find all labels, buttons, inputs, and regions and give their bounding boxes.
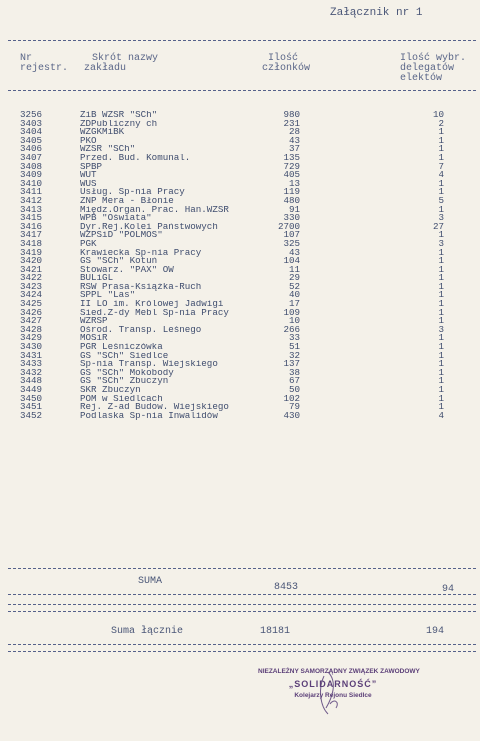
member-count: 79: [288, 401, 300, 413]
enterprise-name: Usług. Sp-nia Pracy: [80, 188, 185, 197]
register-number: 3428: [20, 323, 43, 335]
member-count: 37: [288, 143, 300, 155]
col-header-members: Ilość członków: [262, 53, 311, 74]
enterprise-name: Sied.Z-dy Mebl Sp-nia Pracy: [80, 308, 229, 318]
delegate-count: 27: [432, 220, 444, 232]
table-row: [0, 160, 480, 172]
enterprise-name: Rej. Z-ad Budow. Wiejskiego: [80, 403, 229, 412]
table-row: [0, 134, 480, 146]
delegate-count: 1: [438, 263, 444, 275]
enterprise-name: WZPSiD "POLMOS": [80, 231, 163, 240]
total-label: Suma łącznie: [111, 626, 184, 637]
delegate-count: 1: [438, 246, 444, 258]
member-count: 17: [288, 298, 300, 310]
enterprise-name: PGK: [80, 239, 97, 249]
member-count: 43: [288, 246, 300, 258]
member-count: 729: [283, 160, 300, 172]
enterprise-name: Dyr.Rej.Kolei Państwowych: [80, 222, 218, 232]
member-count: 231: [283, 117, 300, 129]
delegate-count: 2: [438, 117, 444, 129]
register-number: 3405: [20, 134, 43, 146]
enterprise-name: BULiGL: [80, 274, 114, 283]
register-number: 3407: [20, 151, 43, 163]
table-row: [0, 203, 480, 215]
delegate-count: 3: [438, 212, 444, 224]
delegate-count: 1: [438, 384, 444, 395]
member-count: 119: [283, 186, 300, 198]
delegate-count: 1: [438, 315, 444, 327]
sum-members: 8453: [273, 582, 298, 593]
member-count: 29: [288, 272, 300, 284]
delegate-count: 1: [438, 332, 444, 344]
table-row: [0, 220, 480, 232]
col-header-delegates: Ilość wybr. delegatów elektów: [400, 53, 467, 84]
enterprise-name: SPBP: [80, 162, 103, 172]
table-row: [0, 334, 480, 343]
member-count: 32: [288, 349, 300, 361]
register-number: 3412: [20, 194, 43, 206]
register-number: 3421: [20, 263, 43, 275]
member-count: 480: [283, 194, 300, 206]
register-number: 3420: [20, 255, 43, 267]
register-number: 3430: [20, 341, 43, 353]
member-count: 109: [283, 306, 300, 318]
member-count: 43: [288, 134, 300, 146]
member-count: 104: [283, 255, 300, 267]
table-row: [0, 317, 480, 326]
enterprise-name: GS "SCh" Siedlce: [80, 351, 169, 361]
member-count: 102: [283, 392, 300, 404]
member-count: 11: [288, 263, 300, 275]
register-number: 3256: [20, 109, 43, 120]
member-count: 980: [283, 109, 300, 120]
table-row: [0, 231, 480, 240]
enterprise-name: Międz.Organ. Prac. Han.WZSR: [80, 205, 229, 215]
enterprise-name: Przed. Bud. Komunal.: [80, 153, 191, 163]
delegate-count: 1: [438, 375, 444, 387]
table-row: [0, 343, 480, 352]
table-row: [0, 300, 480, 309]
col-header-name: Skrót nazwy zakładu: [84, 53, 159, 74]
table-row: [0, 360, 480, 369]
member-count: 2700: [277, 220, 300, 232]
member-count: 430: [283, 409, 300, 421]
table-row: [0, 111, 480, 120]
enterprise-name: PGR Leśniczówka: [80, 343, 163, 352]
register-number: 3452: [20, 409, 43, 421]
register-number: 3448: [20, 375, 43, 387]
union-stamp: [258, 668, 420, 718]
table-row: [0, 291, 480, 300]
register-number: 3408: [20, 160, 43, 172]
delegate-count: 10: [432, 109, 444, 120]
register-number: 3426: [20, 306, 43, 318]
enterprise-name: WPB "Oświata": [80, 214, 152, 223]
enterprise-name: GS "SCh" Mokobody: [80, 368, 174, 378]
register-number: 3403: [20, 117, 43, 129]
delegate-count: 1: [438, 229, 444, 241]
member-count: 40: [288, 289, 300, 301]
stamp-line-3: Kolejarzy Rejonu Siedlce: [294, 692, 372, 699]
table-row: [0, 386, 480, 395]
register-number: 3422: [20, 272, 43, 284]
register-number: 3411: [20, 186, 43, 198]
register-number: 3413: [20, 203, 43, 215]
enterprise-name: Sp-nia Transp. Wiejskiego: [80, 360, 218, 369]
table-row: [0, 263, 480, 275]
enterprise-name: WZGKMiBK: [80, 128, 125, 137]
delegate-count: 1: [438, 143, 444, 155]
delegate-count: 1: [438, 272, 444, 284]
register-number: 3424: [20, 289, 43, 301]
member-count: 50: [288, 384, 300, 395]
table-row: [0, 145, 480, 154]
enterprise-name: ZDPubliczny ch: [80, 119, 158, 129]
delegate-count: 1: [438, 126, 444, 138]
member-count: 135: [283, 151, 300, 163]
delegate-count: 1: [438, 280, 444, 292]
register-number: 3415: [20, 212, 43, 224]
table-row: [0, 194, 480, 206]
enterprise-name: GS "SCh" Zbuczyn: [80, 377, 169, 386]
table-row: [0, 237, 480, 249]
enterprise-name: WUS: [80, 179, 97, 189]
member-count: 107: [283, 229, 300, 241]
table-row: [0, 403, 480, 412]
delegate-count: 1: [438, 392, 444, 404]
delegate-count: 4: [438, 409, 444, 421]
stamp-line-2: „SOLIDARNOŚĆ”: [288, 679, 378, 689]
member-count: 266: [283, 323, 300, 335]
register-number: 3451: [20, 401, 43, 413]
delegate-count: 1: [438, 186, 444, 198]
member-count: 325: [283, 237, 300, 249]
table-row: [0, 214, 480, 223]
member-count: 10: [288, 315, 300, 327]
member-count: 33: [288, 332, 300, 344]
delegate-count: 3: [438, 237, 444, 249]
register-number: 3429: [20, 332, 43, 344]
register-number: 3425: [20, 298, 43, 310]
table-row: [0, 151, 480, 163]
register-number: 3423: [20, 280, 43, 292]
enterprise-name: II LO im. Królowej Jadwigi: [80, 300, 224, 309]
member-count: 13: [288, 177, 300, 189]
enterprise-name: ZiB WZSR "SCh": [80, 111, 158, 120]
enterprise-name: Ośrod. Transp. Leśnego: [80, 325, 202, 335]
register-number: 3432: [20, 366, 43, 378]
delegate-count: 1: [438, 341, 444, 353]
sum-label: SUMA: [138, 576, 163, 587]
register-number: 3433: [20, 358, 43, 370]
table-row: [0, 117, 480, 129]
delegate-count: 1: [438, 349, 444, 361]
total-members: 18181: [259, 626, 290, 637]
register-number: 3410: [20, 177, 43, 189]
member-count: 330: [283, 212, 300, 224]
enterprise-name: Podlaska Sp-nia Inwalidów: [80, 411, 218, 421]
delegate-count: 1: [438, 134, 444, 146]
enterprise-name: GS "SCh" Kotuń: [80, 257, 158, 266]
member-count: 38: [288, 366, 300, 378]
table-row: [0, 188, 480, 197]
member-count: 51: [288, 341, 300, 353]
table-row: [0, 349, 480, 361]
delegate-count: 7: [438, 160, 444, 172]
register-number: 3427: [20, 315, 43, 327]
member-count: 52: [288, 280, 300, 292]
register-number: 3419: [20, 246, 43, 258]
delegate-count: 1: [438, 151, 444, 163]
delegate-count: 1: [438, 358, 444, 370]
member-count: 67: [288, 375, 300, 387]
register-number: 3406: [20, 143, 43, 155]
header-bottom-rule: [8, 90, 476, 91]
enterprise-name: Stowarz. "PAX" OW: [80, 265, 174, 275]
delegate-count: 1: [438, 255, 444, 267]
table-row: [0, 392, 480, 404]
table-row: [0, 280, 480, 292]
table-row: [0, 323, 480, 335]
col-header-nr: Nr rejestr.: [20, 53, 69, 74]
delegate-count: 1: [438, 298, 444, 310]
total-delegates: 194: [425, 626, 444, 637]
enterprise-name: SPPL "Las": [80, 291, 136, 301]
delegate-count: 5: [438, 194, 444, 206]
member-count: 405: [283, 169, 300, 181]
table-row: [0, 128, 480, 137]
member-count: 137: [283, 358, 300, 370]
stamp-line-1: NIEZALEŻNY SAMORZĄDNY ZWIĄZEK ZAWODOWY: [258, 668, 420, 675]
attachment-label: Załącznik nr 1: [330, 7, 423, 19]
table-row: [0, 257, 480, 266]
register-number: 3404: [20, 126, 43, 138]
table-row: [0, 274, 480, 283]
register-number: 3416: [20, 220, 43, 232]
delegate-count: 3: [438, 323, 444, 335]
register-number: 3450: [20, 392, 43, 404]
table-row: [0, 366, 480, 378]
delegate-count: 1: [438, 177, 444, 189]
table-row: [0, 409, 480, 421]
enterprise-name: Krawiecka Sp-nia Pracy: [80, 248, 202, 258]
delegate-count: 1: [438, 203, 444, 215]
table-row: [0, 177, 480, 189]
delegate-count: 1: [438, 289, 444, 301]
table-row: [0, 246, 480, 258]
enterprise-name: RSW Prasa-Książka-Ruch: [80, 282, 202, 292]
table-row: [0, 306, 480, 318]
enterprise-name: ZNP Mera - Błonie: [80, 196, 174, 206]
enterprise-name: WUT: [80, 171, 97, 180]
delegate-count: 1: [438, 366, 444, 378]
table-row: [0, 171, 480, 180]
enterprise-name: SKR Zbuczyn: [80, 386, 141, 395]
register-number: 3418: [20, 237, 43, 249]
table-bottom-rule: [8, 568, 476, 569]
member-count: 91: [288, 203, 300, 215]
register-table: [0, 111, 480, 420]
enterprise-name: MOSiR: [80, 334, 108, 344]
sum-rule: [8, 594, 476, 595]
member-count: 28: [288, 126, 300, 138]
delegate-count: 1: [438, 401, 444, 413]
table-row: [0, 377, 480, 386]
register-number: 3449: [20, 384, 43, 395]
enterprise-name: WZRSP: [80, 317, 108, 326]
header-top-rule: [8, 40, 476, 41]
register-number: 3409: [20, 169, 43, 181]
sum-double-rule: [8, 604, 476, 612]
register-number: 3431: [20, 349, 43, 361]
enterprise-name: POM w Siedlcach: [80, 394, 163, 404]
delegate-count: 4: [438, 169, 444, 181]
enterprise-name: WZSR "SCh": [80, 145, 136, 154]
delegate-count: 1: [438, 306, 444, 318]
total-double-rule: [8, 644, 476, 652]
enterprise-name: PKO: [80, 136, 97, 146]
sum-delegates: 94: [441, 584, 454, 595]
register-number: 3417: [20, 229, 43, 241]
